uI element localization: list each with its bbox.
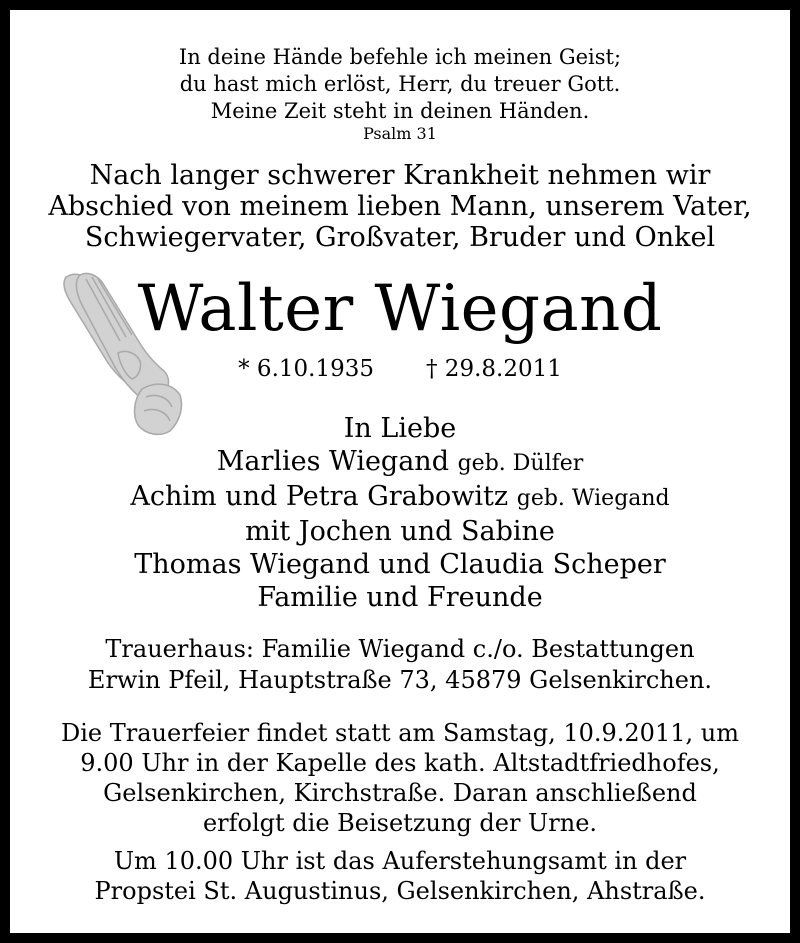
mass-info bbox=[10, 846, 790, 906]
house-line: Trauerhaus: Familie Wiegand c./o. Bestattungen bbox=[105, 635, 695, 663]
house-line: Erwin Pfeil, Hauptstraße 73, 45879 Gelsenkirchen. bbox=[87, 666, 713, 694]
service-line: erfolgt die Beisetzung der Urne. bbox=[202, 809, 598, 837]
mourners-lead: In Liebe bbox=[343, 413, 457, 444]
mourner-entry bbox=[10, 480, 790, 515]
mourner-note: geb. Dülfer bbox=[457, 451, 584, 476]
death-date: † 29.8.2011 bbox=[426, 356, 562, 382]
house-of-mourning bbox=[10, 634, 790, 696]
verse-line: Meine Zeit steht in deinen Händen. bbox=[210, 99, 590, 123]
mourners-list bbox=[10, 412, 790, 614]
service-line: Die Trauerfeier findet statt am Samstag, 10.9.2011, um bbox=[61, 719, 739, 747]
mourner-entry: mit Jochen und Sabine bbox=[245, 516, 555, 547]
mourner-entry: Thomas Wiegand und Claudia Scheper bbox=[134, 549, 666, 580]
announcement-text bbox=[10, 160, 790, 253]
announcement-line: Schwiegervater, Großvater, Bruder und Onkel bbox=[84, 222, 716, 253]
life-dates bbox=[10, 355, 790, 383]
psalm-verse bbox=[10, 44, 790, 143]
announcement-line: Nach langer schwerer Krankheit nehmen wir bbox=[89, 160, 711, 191]
mourner-entry: Familie und Freunde bbox=[257, 582, 543, 613]
mass-line: Um 10.00 Uhr ist das Auferstehungsamt in der bbox=[113, 847, 687, 875]
service-line: Gelsenkirchen, Kirchstraße. Daran anschließend bbox=[103, 779, 697, 807]
mourner-entry bbox=[10, 445, 790, 480]
deceased-name: Walter Wiegand bbox=[137, 272, 663, 346]
mourner-name: Achim und Petra Grabowitz bbox=[130, 481, 509, 512]
verse-line: du hast mich erlöst, Herr, du treuer Gott. bbox=[179, 72, 621, 96]
mourner-name: Marlies Wiegand bbox=[216, 446, 449, 477]
funeral-service-info bbox=[10, 718, 790, 838]
mass-line: Propstei St. Augustinus, Gelsenkirchen, Ahstraße. bbox=[94, 877, 706, 905]
mourner-note: geb. Wiegand bbox=[516, 486, 670, 511]
verse-line: In deine Hände befehle ich meinen Geist; bbox=[178, 45, 622, 69]
announcement-line: Abschied von meinem lieben Mann, unserem Vater, bbox=[48, 191, 752, 222]
service-line: 9.00 Uhr in der Kapelle des kath. Altstadtfriedhofes, bbox=[80, 749, 720, 777]
birth-date: * 6.10.1935 bbox=[238, 356, 374, 382]
verse-reference: Psalm 31 bbox=[363, 124, 437, 143]
